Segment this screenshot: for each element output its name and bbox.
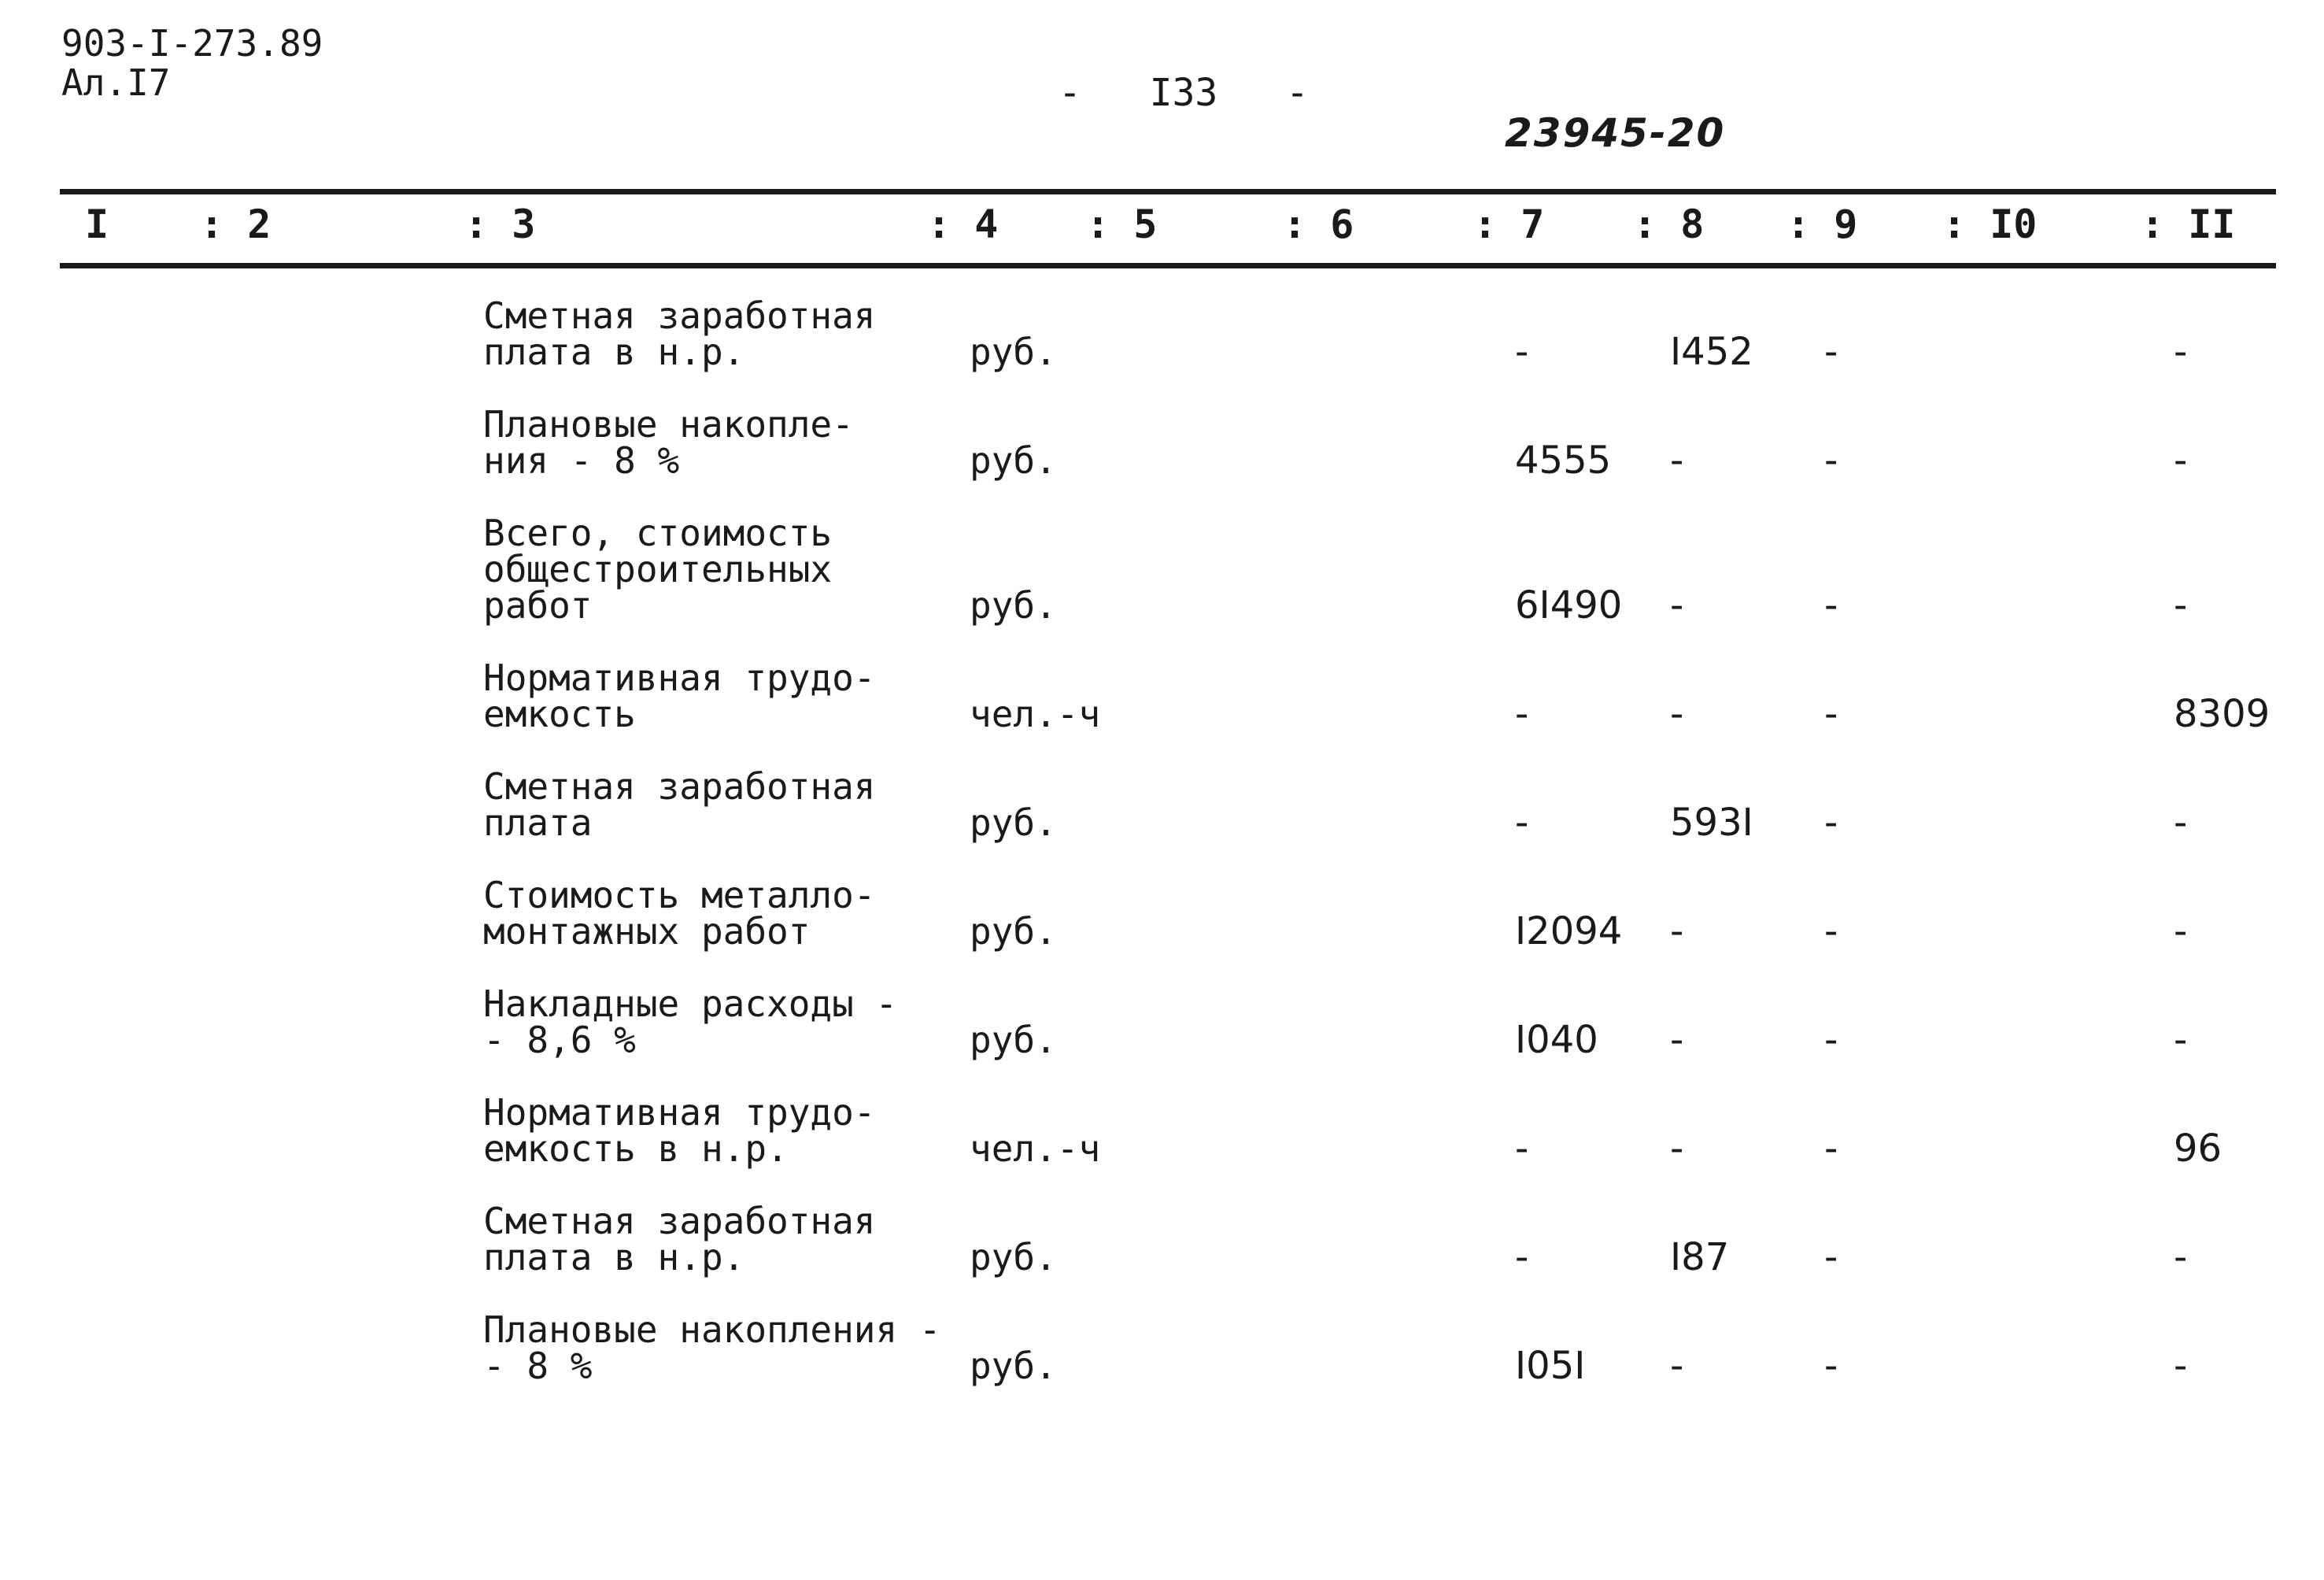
column-header-6: : 6 [1283, 202, 1354, 247]
row-unit: руб. [970, 910, 1057, 953]
cell-col7: - [1515, 330, 1529, 374]
cell-col9: - [1824, 583, 1838, 627]
cell-col7: I05I [1515, 1344, 1586, 1388]
cell-col8: 593I [1670, 801, 1753, 845]
cell-col8: - [1670, 1018, 1684, 1062]
row-description: Всего, стоимость общестроительных работ [483, 512, 833, 627]
cell-col7: 4555 [1515, 438, 1612, 483]
column-header-11: : II [2141, 202, 2236, 247]
doc-number: 903-I-273.89 [61, 22, 323, 65]
row-description: Сметная заработная плата в н.р. [483, 294, 876, 373]
cell-col9: - [1824, 692, 1838, 736]
column-header-8: : 8 [1633, 202, 1705, 247]
cell-col7: - [1515, 1127, 1529, 1171]
cell-col11: 96 [2174, 1127, 2222, 1171]
cell-col9: - [1824, 1127, 1838, 1171]
cell-col11: - [2174, 1235, 2188, 1279]
table-header-rule [60, 263, 2276, 268]
table-top-rule [60, 189, 2276, 194]
column-header-3: : 3 [464, 202, 536, 247]
cell-col8: - [1670, 1127, 1684, 1171]
cell-col9: - [1824, 909, 1838, 953]
cell-col7: - [1515, 801, 1529, 845]
cell-col11: - [2174, 1018, 2188, 1062]
column-header-10: : I0 [1942, 202, 2038, 247]
cell-col7: I2094 [1515, 909, 1623, 953]
page-number: - I33 - [1059, 71, 1309, 115]
cell-col11: 8309 [2174, 692, 2270, 736]
column-header-4: : 4 [927, 202, 999, 247]
cell-col11: - [2174, 438, 2188, 483]
cell-col8: - [1670, 909, 1684, 953]
row-description: Сметная заработная плата [483, 765, 876, 844]
cell-col11: - [2174, 801, 2188, 845]
cell-col8: - [1670, 1344, 1684, 1388]
cell-col11: - [2174, 583, 2188, 627]
sheet-number: Ал.I7 [61, 61, 171, 104]
column-header-2: : 2 [200, 202, 272, 247]
row-description: Сметная заработная плата в н.р. [483, 1200, 876, 1278]
row-unit: чел.-ч [970, 1127, 1101, 1170]
document-code [61, 24, 323, 102]
cell-col8: - [1670, 692, 1684, 736]
cell-col11: - [2174, 909, 2188, 953]
cell-col8: I452 [1670, 330, 1753, 374]
row-description: Плановые накопления - - 8 % [483, 1308, 941, 1387]
cell-col9: - [1824, 1235, 1838, 1279]
cell-col7: - [1515, 692, 1529, 736]
cell-col8: I87 [1670, 1235, 1730, 1279]
registration-stamp: 23945-20 [1505, 110, 1726, 156]
row-unit: руб. [970, 331, 1057, 373]
row-unit: руб. [970, 584, 1057, 627]
row-description: Стоимость металло- монтажных работ [483, 874, 876, 953]
row-unit: руб. [970, 1019, 1057, 1061]
row-unit: чел.-ч [970, 693, 1101, 735]
row-unit: руб. [970, 439, 1057, 482]
cell-col9: - [1824, 801, 1838, 845]
row-unit: руб. [970, 1345, 1057, 1387]
row-description: Накладные расходы - - 8,6 % [483, 982, 898, 1061]
cell-col9: - [1824, 438, 1838, 483]
column-header-5: : 5 [1086, 202, 1158, 247]
row-description: Нормативная трудо- емкость в н.р. [483, 1091, 876, 1170]
cell-col7: I040 [1515, 1018, 1598, 1062]
cell-col11: - [2174, 1344, 2188, 1388]
cell-col9: - [1824, 1018, 1838, 1062]
row-unit: руб. [970, 801, 1057, 844]
cell-col8: - [1670, 583, 1684, 627]
cell-col9: - [1824, 1344, 1838, 1388]
cell-col11: - [2174, 330, 2188, 374]
cell-col9: - [1824, 330, 1838, 374]
column-header-1: I [85, 202, 109, 247]
cell-col8: - [1670, 438, 1684, 483]
row-description: Плановые накопле- ния - 8 % [483, 403, 854, 482]
row-description: Нормативная трудо- емкость [483, 657, 876, 735]
row-unit: руб. [970, 1236, 1057, 1278]
column-header-7: : 7 [1473, 202, 1545, 247]
cell-col7: - [1515, 1235, 1529, 1279]
column-header-9: : 9 [1786, 202, 1858, 247]
cell-col7: 6I490 [1515, 583, 1623, 627]
